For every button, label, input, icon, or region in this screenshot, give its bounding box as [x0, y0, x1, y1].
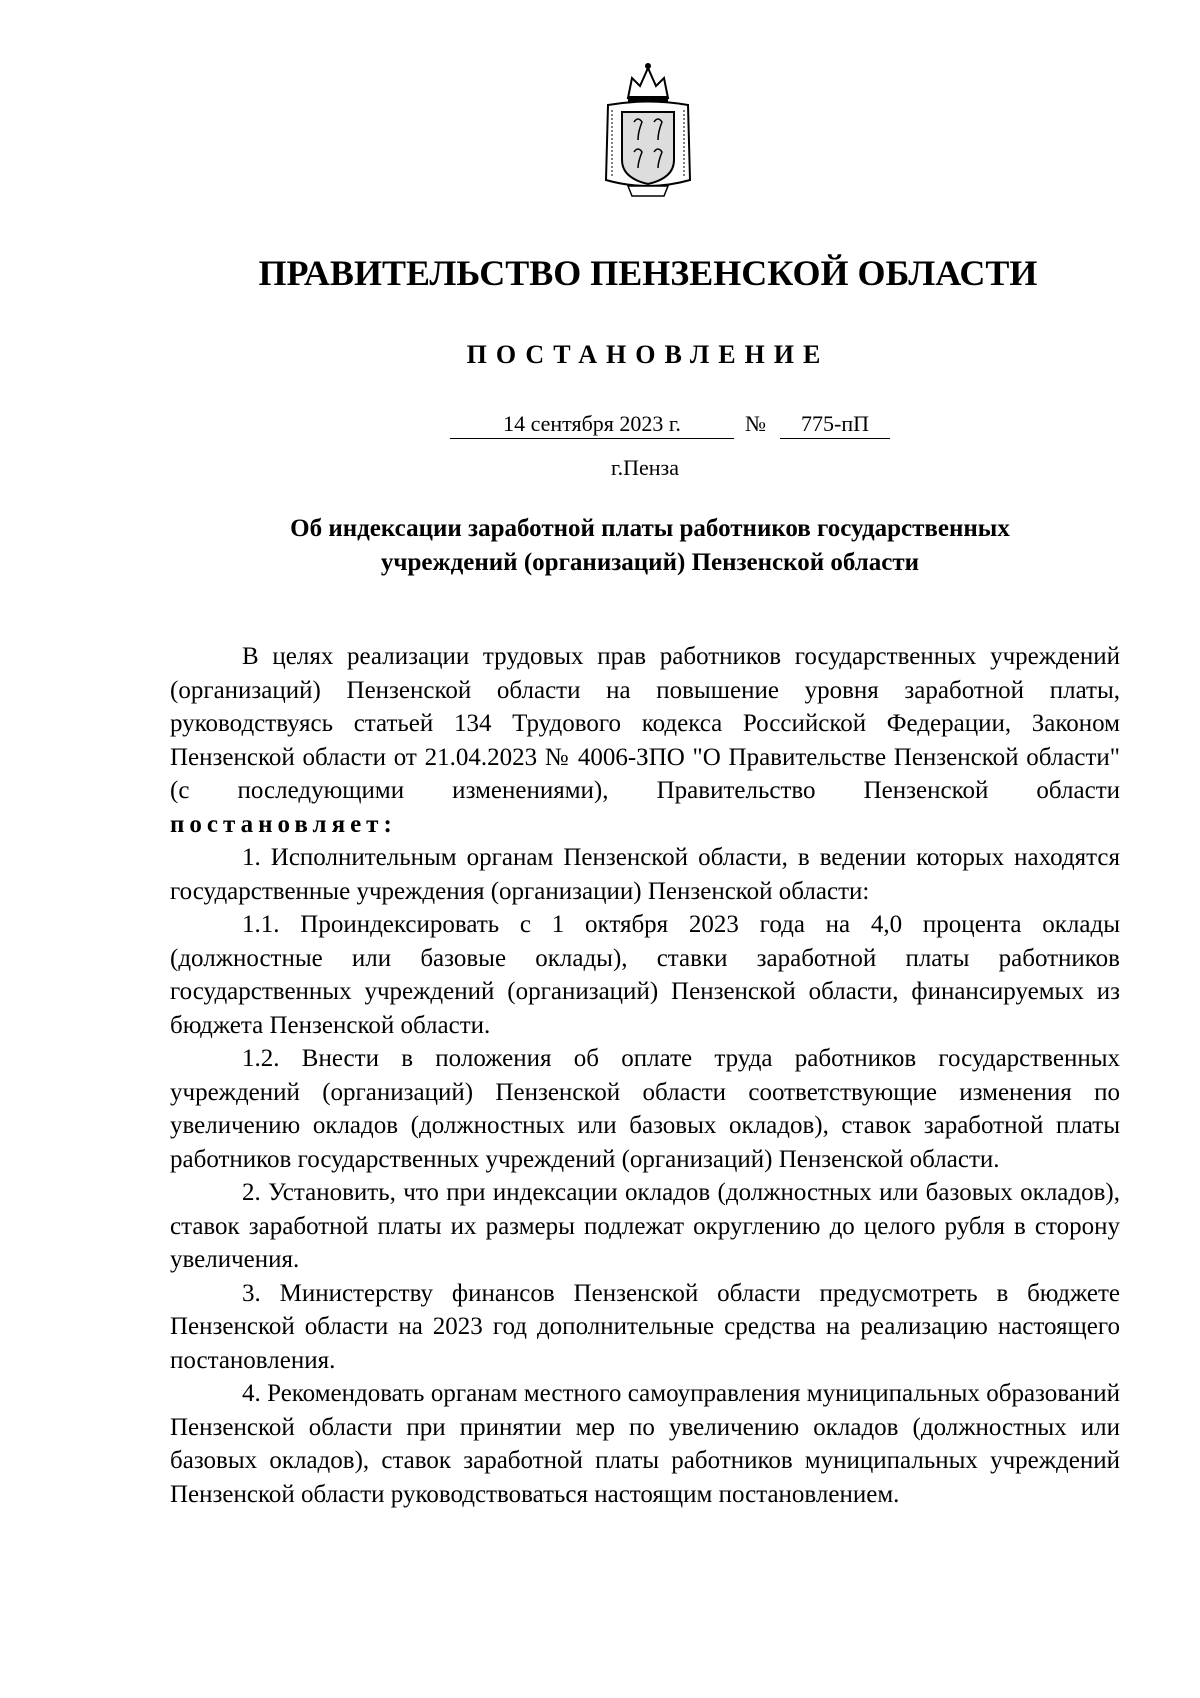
- subject-line-1: Об индексации заработной платы работников государственных: [290, 515, 1010, 542]
- document-date: 14 сентября 2023 г.: [450, 411, 734, 439]
- document-body: [170, 640, 1120, 1511]
- preamble-text: В целях реализации трудовых прав работников государственных учреждений (организаций) Пензенской области на повышение уровня заработной платы, руководствуясь статьей 134 Трудового кодекса Российской Федерации, Законом Пензенской области от 21.04.2023 № 4006-ЗПО "О Правительстве Пензенской области" (с последующими изменениями), Правительство Пензенской области: [170, 643, 1120, 804]
- document-subject: [170, 512, 1130, 580]
- paragraph-2: 2. Установить, что при индексации окладов (должностных или базовых окладов), ставок заработной платы их размеры подлежат округлению до целого рубля в сторону увеличения.: [170, 1179, 1120, 1273]
- document-number: 775-пП: [780, 411, 890, 439]
- city-name: г.Пенза: [611, 455, 679, 480]
- number-sign: №: [745, 411, 766, 436]
- government-name: ПРАВИТЕЛЬСТВО ПЕНЗЕНСКОЙ ОБЛАСТИ: [258, 253, 1038, 293]
- paragraph-4: 4. Рекомендовать органам местного самоуправления муниципальных образований Пензенской области при принятии мер по увеличению окладов (должностных или базовых окладов), ставок заработной платы работников муниципальных учреждений Пензенской области руководствоваться настоящим постановлением.: [170, 1380, 1120, 1508]
- paragraph-1: 1. Исполнительным органам Пензенской области, в ведении которых находятся государственные учреждения (организации) Пензенской области:: [170, 844, 1120, 905]
- paragraph-1-2: 1.2. Внести в положения об оплате труда работников государственных учреждений (организаций) Пензенской области соответствующие изменения по увеличению окладов (должностных или базовых окладов), ставок заработной платы работников государственных учреждений (организаций) Пензенской области.: [170, 1045, 1120, 1173]
- paragraph-3: 3. Министерству финансов Пензенской области предусмотреть в бюджете Пензенской области на 2023 год дополнительные средства на реализацию настоящего постановления.: [170, 1279, 1120, 1374]
- decree-word: постановляет:: [170, 810, 397, 838]
- coat-of-arms-emblem: [598, 60, 698, 210]
- document-type-title: ПОСТАНОВЛЕНИЕ: [466, 340, 830, 369]
- preamble-paragraph: [170, 640, 1120, 841]
- paragraph-1-1: 1.1. Проиндексировать с 1 октября 2023 года на 4,0 процента оклады (должностные или базовые оклады), ставки заработной платы работников государственных учреждений (организаций) Пензенской области, финансируемых из бюджета Пензенской области.: [170, 911, 1120, 1039]
- subject-line-2: учреждений (организаций) Пензенской области: [380, 549, 920, 576]
